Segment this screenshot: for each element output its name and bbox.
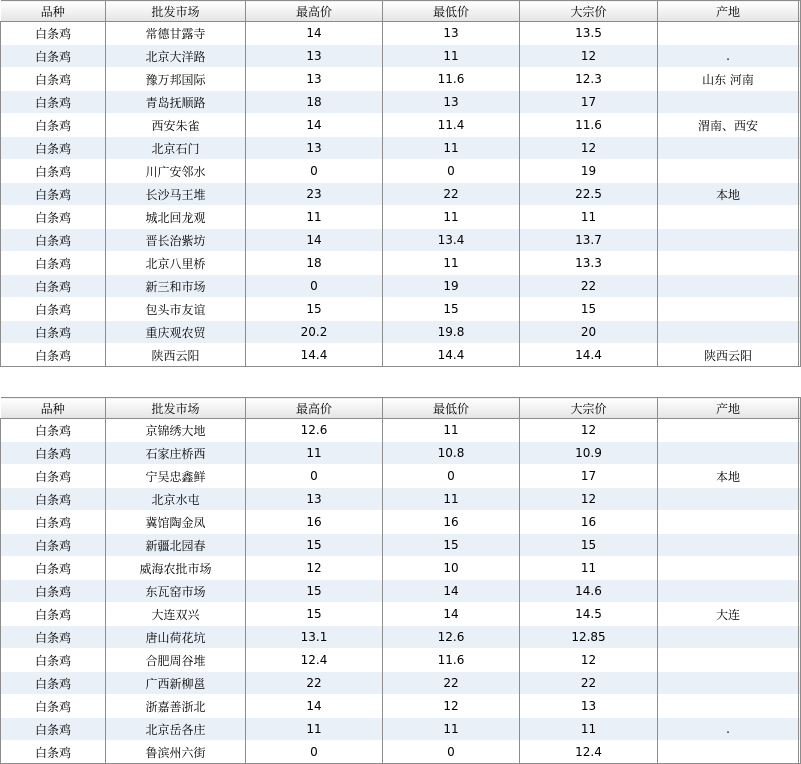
cell-spacer xyxy=(799,321,801,344)
cell-origin xyxy=(658,672,799,695)
table-row xyxy=(1,695,801,718)
cell-origin xyxy=(658,626,799,649)
cell-lowest-price: 15 xyxy=(383,298,520,321)
cell-market: 北京水屯 xyxy=(106,488,246,511)
column-header-bulk-price: 大宗价 xyxy=(520,1,658,22)
cell-bulk-price: 17 xyxy=(520,465,658,488)
cell-bulk-price: 11 xyxy=(520,206,658,229)
cell-market: 京锦绣大地 xyxy=(106,419,246,442)
cell-bulk-price: 11.6 xyxy=(520,114,658,137)
cell-spacer xyxy=(799,741,801,764)
table-row xyxy=(1,160,801,183)
table-row xyxy=(1,718,801,741)
cell-origin xyxy=(658,534,799,557)
cell-market: 豫万邦国际 xyxy=(106,68,246,91)
column-header-spacer xyxy=(799,398,801,419)
cell-spacer xyxy=(799,114,801,137)
cell-variety: 白条鸡 xyxy=(1,488,106,511)
cell-bulk-price: 20 xyxy=(520,321,658,344)
cell-variety: 白条鸡 xyxy=(1,465,106,488)
column-header-market: 批发市场 xyxy=(106,398,246,419)
cell-market: 新疆北园春 xyxy=(106,534,246,557)
cell-variety: 白条鸡 xyxy=(1,91,106,114)
price-table-2 xyxy=(0,397,801,764)
cell-market: 东瓦窑市场 xyxy=(106,580,246,603)
cell-spacer xyxy=(799,465,801,488)
cell-variety: 白条鸡 xyxy=(1,626,106,649)
cell-origin xyxy=(658,557,799,580)
cell-variety: 白条鸡 xyxy=(1,229,106,252)
cell-spacer xyxy=(799,298,801,321)
cell-origin xyxy=(658,649,799,672)
cell-origin xyxy=(658,22,799,45)
cell-variety: 白条鸡 xyxy=(1,114,106,137)
table-row xyxy=(1,603,801,626)
cell-bulk-price: 12 xyxy=(520,649,658,672)
cell-bulk-price: 13.5 xyxy=(520,22,658,45)
price-table-1 xyxy=(0,0,801,367)
table-row xyxy=(1,114,801,137)
cell-spacer xyxy=(799,419,801,442)
cell-origin: . xyxy=(658,718,799,741)
cell-bulk-price: 15 xyxy=(520,298,658,321)
cell-lowest-price: 0 xyxy=(383,465,520,488)
cell-origin xyxy=(658,442,799,465)
cell-bulk-price: 17 xyxy=(520,91,658,114)
cell-highest-price: 14 xyxy=(246,22,383,45)
cell-highest-price: 14 xyxy=(246,114,383,137)
cell-spacer xyxy=(799,649,801,672)
cell-market: 北京岳各庄 xyxy=(106,718,246,741)
cell-lowest-price: 11 xyxy=(383,137,520,160)
cell-highest-price: 13 xyxy=(246,68,383,91)
cell-market: 北京石门 xyxy=(106,137,246,160)
table-row xyxy=(1,68,801,91)
cell-origin xyxy=(658,419,799,442)
table-row xyxy=(1,22,801,45)
cell-highest-price: 14 xyxy=(246,229,383,252)
cell-origin: 本地 xyxy=(658,183,799,206)
cell-bulk-price: 12.85 xyxy=(520,626,658,649)
cell-variety: 白条鸡 xyxy=(1,419,106,442)
cell-variety: 白条鸡 xyxy=(1,511,106,534)
cell-spacer xyxy=(799,344,801,367)
cell-lowest-price: 19.8 xyxy=(383,321,520,344)
cell-variety: 白条鸡 xyxy=(1,344,106,367)
table-row xyxy=(1,229,801,252)
cell-bulk-price: 22.5 xyxy=(520,183,658,206)
cell-bulk-price: 22 xyxy=(520,275,658,298)
table-row xyxy=(1,321,801,344)
cell-highest-price: 14 xyxy=(246,695,383,718)
cell-variety: 白条鸡 xyxy=(1,45,106,68)
cell-lowest-price: 19 xyxy=(383,275,520,298)
cell-spacer xyxy=(799,488,801,511)
column-header-variety: 品种 xyxy=(1,398,106,419)
cell-spacer xyxy=(799,557,801,580)
table-row xyxy=(1,534,801,557)
column-header-lowest-price: 最低价 xyxy=(383,1,520,22)
table-row xyxy=(1,511,801,534)
cell-highest-price: 14.4 xyxy=(246,344,383,367)
cell-spacer xyxy=(799,206,801,229)
cell-spacer xyxy=(799,442,801,465)
cell-market: 唐山荷花坑 xyxy=(106,626,246,649)
cell-variety: 白条鸡 xyxy=(1,718,106,741)
table-row xyxy=(1,419,801,442)
cell-highest-price: 18 xyxy=(246,252,383,275)
cell-market: 冀馆陶金凤 xyxy=(106,511,246,534)
cell-origin: 大连 xyxy=(658,603,799,626)
cell-highest-price: 0 xyxy=(246,465,383,488)
column-header-bulk-price: 大宗价 xyxy=(520,398,658,419)
cell-highest-price: 22 xyxy=(246,672,383,695)
cell-variety: 白条鸡 xyxy=(1,22,106,45)
cell-bulk-price: 13 xyxy=(520,695,658,718)
cell-market: 威海农批市场 xyxy=(106,557,246,580)
column-header-lowest-price: 最低价 xyxy=(383,398,520,419)
cell-origin: . xyxy=(658,45,799,68)
cell-bulk-price: 12 xyxy=(520,45,658,68)
cell-spacer xyxy=(799,603,801,626)
table-row xyxy=(1,183,801,206)
cell-lowest-price: 14 xyxy=(383,580,520,603)
cell-spacer xyxy=(799,580,801,603)
cell-variety: 白条鸡 xyxy=(1,298,106,321)
cell-lowest-price: 10 xyxy=(383,557,520,580)
cell-spacer xyxy=(799,137,801,160)
cell-market: 新三和市场 xyxy=(106,275,246,298)
cell-lowest-price: 11 xyxy=(383,206,520,229)
cell-variety: 白条鸡 xyxy=(1,160,106,183)
cell-highest-price: 15 xyxy=(246,298,383,321)
cell-market: 石家庄桥西 xyxy=(106,442,246,465)
table-row xyxy=(1,488,801,511)
cell-variety: 白条鸡 xyxy=(1,321,106,344)
table-row xyxy=(1,344,801,367)
cell-origin xyxy=(658,321,799,344)
table-row xyxy=(1,557,801,580)
cell-lowest-price: 10.8 xyxy=(383,442,520,465)
cell-origin: 陕西云阳 xyxy=(658,344,799,367)
cell-highest-price: 15 xyxy=(246,534,383,557)
cell-spacer xyxy=(799,91,801,114)
column-header-origin: 产地 xyxy=(658,398,799,419)
cell-spacer xyxy=(799,252,801,275)
cell-market: 包头市友谊 xyxy=(106,298,246,321)
cell-market: 北京八里桥 xyxy=(106,252,246,275)
cell-lowest-price: 11.6 xyxy=(383,649,520,672)
table-row xyxy=(1,580,801,603)
cell-highest-price: 12 xyxy=(246,557,383,580)
cell-highest-price: 20.2 xyxy=(246,321,383,344)
cell-highest-price: 11 xyxy=(246,206,383,229)
cell-bulk-price: 15 xyxy=(520,534,658,557)
cell-market: 鲁滨州六街 xyxy=(106,741,246,764)
cell-highest-price: 12.6 xyxy=(246,419,383,442)
cell-lowest-price: 15 xyxy=(383,534,520,557)
cell-spacer xyxy=(799,68,801,91)
cell-spacer xyxy=(799,229,801,252)
cell-spacer xyxy=(799,511,801,534)
cell-highest-price: 0 xyxy=(246,741,383,764)
column-header-highest-price: 最高价 xyxy=(246,398,383,419)
cell-highest-price: 13 xyxy=(246,45,383,68)
cell-variety: 白条鸡 xyxy=(1,206,106,229)
cell-variety: 白条鸡 xyxy=(1,442,106,465)
cell-highest-price: 15 xyxy=(246,603,383,626)
cell-bulk-price: 12 xyxy=(520,488,658,511)
cell-variety: 白条鸡 xyxy=(1,741,106,764)
column-header-origin: 产地 xyxy=(658,1,799,22)
cell-bulk-price: 19 xyxy=(520,160,658,183)
cell-origin xyxy=(658,206,799,229)
cell-lowest-price: 12 xyxy=(383,695,520,718)
cell-origin xyxy=(658,252,799,275)
cell-lowest-price: 13 xyxy=(383,22,520,45)
cell-market: 宁吴忠鑫鲜 xyxy=(106,465,246,488)
cell-highest-price: 13 xyxy=(246,488,383,511)
cell-variety: 白条鸡 xyxy=(1,649,106,672)
cell-lowest-price: 14 xyxy=(383,603,520,626)
cell-bulk-price: 13.7 xyxy=(520,229,658,252)
cell-lowest-price: 0 xyxy=(383,741,520,764)
cell-market: 北京大洋路 xyxy=(106,45,246,68)
cell-lowest-price: 11.4 xyxy=(383,114,520,137)
table-row xyxy=(1,672,801,695)
cell-highest-price: 15 xyxy=(246,580,383,603)
cell-bulk-price: 11 xyxy=(520,718,658,741)
cell-lowest-price: 11 xyxy=(383,488,520,511)
cell-lowest-price: 11 xyxy=(383,45,520,68)
cell-spacer xyxy=(799,45,801,68)
cell-variety: 白条鸡 xyxy=(1,275,106,298)
cell-bulk-price: 14.6 xyxy=(520,580,658,603)
cell-bulk-price: 11 xyxy=(520,557,658,580)
cell-lowest-price: 22 xyxy=(383,672,520,695)
cell-variety: 白条鸡 xyxy=(1,695,106,718)
cell-market: 长沙马王堆 xyxy=(106,183,246,206)
cell-highest-price: 0 xyxy=(246,275,383,298)
cell-lowest-price: 22 xyxy=(383,183,520,206)
cell-spacer xyxy=(799,22,801,45)
cell-spacer xyxy=(799,275,801,298)
table-row xyxy=(1,298,801,321)
cell-spacer xyxy=(799,160,801,183)
cell-lowest-price: 16 xyxy=(383,511,520,534)
cell-origin xyxy=(658,91,799,114)
cell-variety: 白条鸡 xyxy=(1,603,106,626)
table-row xyxy=(1,45,801,68)
cell-market: 晋长治紫坊 xyxy=(106,229,246,252)
cell-origin xyxy=(658,160,799,183)
cell-bulk-price: 14.4 xyxy=(520,344,658,367)
column-header-highest-price: 最高价 xyxy=(246,1,383,22)
cell-lowest-price: 13 xyxy=(383,91,520,114)
cell-market: 重庆观农贸 xyxy=(106,321,246,344)
cell-origin: 渭南、西安 xyxy=(658,114,799,137)
table-row xyxy=(1,741,801,764)
cell-market: 大连双兴 xyxy=(106,603,246,626)
cell-bulk-price: 12.3 xyxy=(520,68,658,91)
cell-origin: 本地 xyxy=(658,465,799,488)
cell-highest-price: 13 xyxy=(246,137,383,160)
cell-spacer xyxy=(799,183,801,206)
table-row xyxy=(1,649,801,672)
cell-origin: 山东 河南 xyxy=(658,68,799,91)
cell-bulk-price: 12 xyxy=(520,137,658,160)
cell-market: 城北回龙观 xyxy=(106,206,246,229)
cell-market: 陕西云阳 xyxy=(106,344,246,367)
cell-variety: 白条鸡 xyxy=(1,580,106,603)
column-header-market: 批发市场 xyxy=(106,1,246,22)
cell-market: 浙嘉善浙北 xyxy=(106,695,246,718)
cell-highest-price: 12.4 xyxy=(246,649,383,672)
cell-highest-price: 13.1 xyxy=(246,626,383,649)
cell-variety: 白条鸡 xyxy=(1,557,106,580)
cell-spacer xyxy=(799,718,801,741)
table-row xyxy=(1,626,801,649)
cell-market: 广西新柳邕 xyxy=(106,672,246,695)
cell-variety: 白条鸡 xyxy=(1,252,106,275)
cell-origin xyxy=(658,488,799,511)
table-row xyxy=(1,91,801,114)
table-row xyxy=(1,465,801,488)
cell-origin xyxy=(658,137,799,160)
cell-lowest-price: 11 xyxy=(383,419,520,442)
cell-highest-price: 16 xyxy=(246,511,383,534)
cell-lowest-price: 14.4 xyxy=(383,344,520,367)
cell-market: 合肥周谷堆 xyxy=(106,649,246,672)
cell-variety: 白条鸡 xyxy=(1,183,106,206)
cell-origin xyxy=(658,695,799,718)
cell-lowest-price: 11 xyxy=(383,718,520,741)
cell-market: 青岛抚顺路 xyxy=(106,91,246,114)
cell-origin xyxy=(658,511,799,534)
cell-variety: 白条鸡 xyxy=(1,534,106,557)
column-header-variety: 品种 xyxy=(1,1,106,22)
table-row xyxy=(1,206,801,229)
cell-bulk-price: 10.9 xyxy=(520,442,658,465)
table-header-row xyxy=(1,1,801,22)
table-row xyxy=(1,442,801,465)
cell-market: 常德甘露寺 xyxy=(106,22,246,45)
table-row xyxy=(1,275,801,298)
cell-bulk-price: 12 xyxy=(520,419,658,442)
cell-variety: 白条鸡 xyxy=(1,672,106,695)
cell-spacer xyxy=(799,626,801,649)
cell-highest-price: 11 xyxy=(246,442,383,465)
cell-bulk-price: 14.5 xyxy=(520,603,658,626)
cell-bulk-price: 16 xyxy=(520,511,658,534)
cell-lowest-price: 11.6 xyxy=(383,68,520,91)
cell-origin xyxy=(658,275,799,298)
cell-market: 西安朱雀 xyxy=(106,114,246,137)
column-header-spacer xyxy=(799,1,801,22)
cell-highest-price: 23 xyxy=(246,183,383,206)
cell-bulk-price: 22 xyxy=(520,672,658,695)
cell-spacer xyxy=(799,534,801,557)
cell-market: 川广安邻水 xyxy=(106,160,246,183)
cell-lowest-price: 11 xyxy=(383,252,520,275)
cell-origin xyxy=(658,741,799,764)
cell-spacer xyxy=(799,695,801,718)
cell-lowest-price: 0 xyxy=(383,160,520,183)
table-row xyxy=(1,252,801,275)
cell-highest-price: 11 xyxy=(246,718,383,741)
cell-origin xyxy=(658,298,799,321)
cell-origin xyxy=(658,229,799,252)
cell-highest-price: 0 xyxy=(246,160,383,183)
cell-spacer xyxy=(799,672,801,695)
cell-lowest-price: 13.4 xyxy=(383,229,520,252)
cell-variety: 白条鸡 xyxy=(1,68,106,91)
cell-origin xyxy=(658,580,799,603)
table-header-row xyxy=(1,398,801,419)
cell-highest-price: 18 xyxy=(246,91,383,114)
cell-variety: 白条鸡 xyxy=(1,137,106,160)
cell-bulk-price: 12.4 xyxy=(520,741,658,764)
cell-lowest-price: 12.6 xyxy=(383,626,520,649)
cell-bulk-price: 13.3 xyxy=(520,252,658,275)
table-row xyxy=(1,137,801,160)
